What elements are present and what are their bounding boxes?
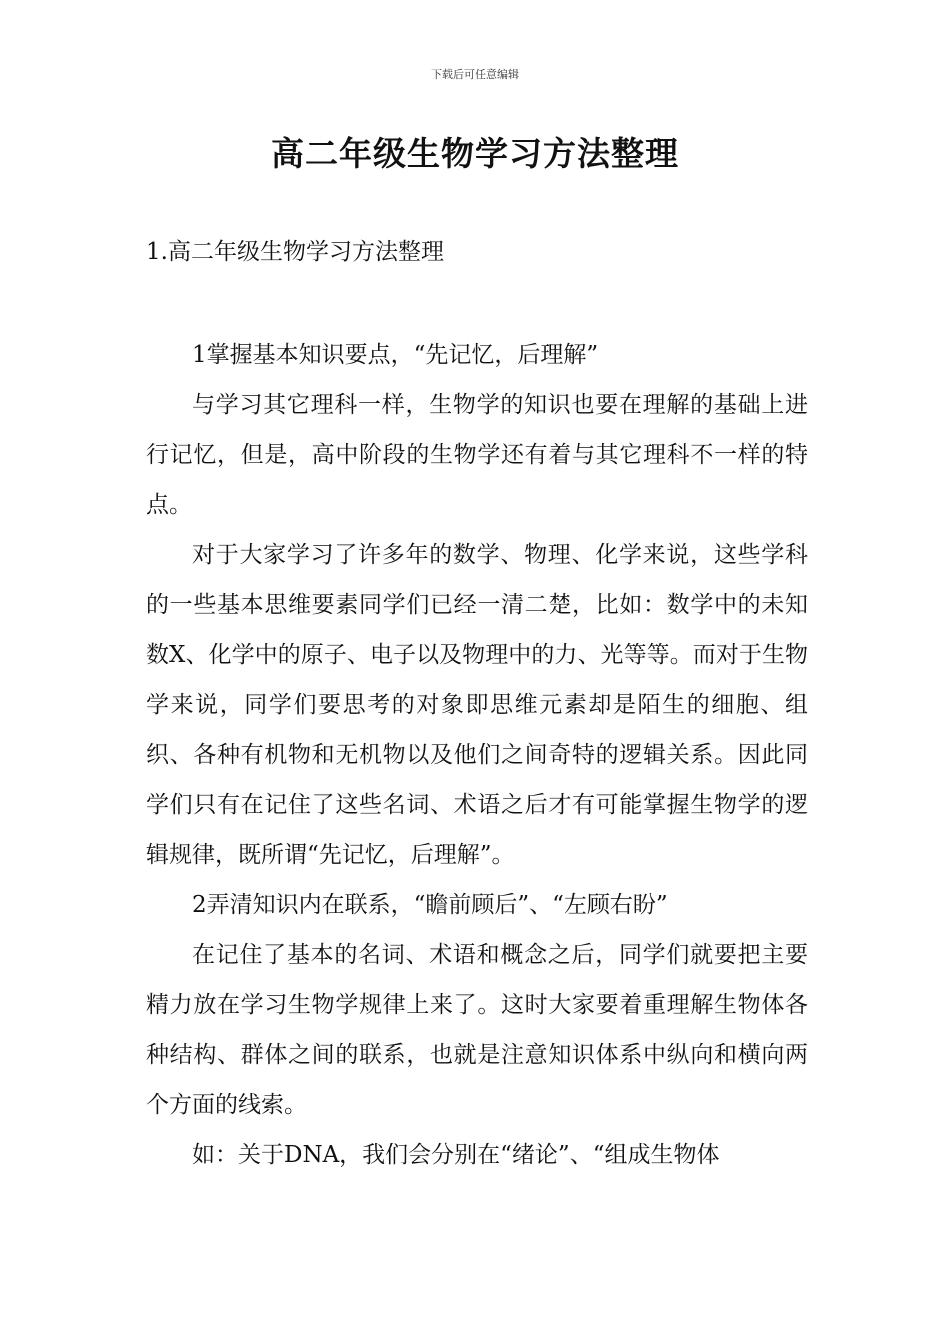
document-body — [146, 330, 808, 1180]
header-note: 下载后可任意编辑 — [431, 68, 519, 81]
paragraph: 与学习其它理科一样，生物学的知识也要在理解的基础上进行记忆，但是，高中阶段的生物学还有着与其它理科不一样的特点。 — [146, 392, 808, 518]
paragraph-subheading-2: 2弄清知识内在联系，“瞻前顾后”、“左顾右盼” — [192, 892, 668, 918]
paragraph: 如：关于DNA，我们会分别在“绪论”、“组成生物体 — [192, 1142, 720, 1168]
paragraph: 对于大家学习了许多年的数学、物理、化学来说，这些学科的一些基本思维要素同学们已经一清二楚，比如：数学中的未知数X、化学中的原子、电子以及物理中的力、光等等。而对于生物学来说，同学们要思考的对象即思维元素却是陌生的细胞、组织、各种有机物和无机物以及他们之间奇特的逻辑关系。因此同学们只有在记住了这些名词、术语之后才有可能掌握生物学的逻辑规律，既所谓“先记忆，后理解”。 — [146, 542, 808, 868]
paragraph-subheading-1: 1掌握基本知识要点，“先记忆，后理解” — [192, 342, 599, 368]
section-heading: 1.高二年级生物学习方法整理 — [146, 239, 444, 265]
document-title: 高二年级生物学习方法整理 — [271, 134, 679, 173]
paragraph: 在记住了基本的名词、术语和概念之后，同学们就要把主要精力放在学习生物学规律上来了。这时大家要着重理解生物体各种结构、群体之间的联系，也就是注意知识体系中纵向和横向两个方面的线索。 — [146, 942, 808, 1118]
